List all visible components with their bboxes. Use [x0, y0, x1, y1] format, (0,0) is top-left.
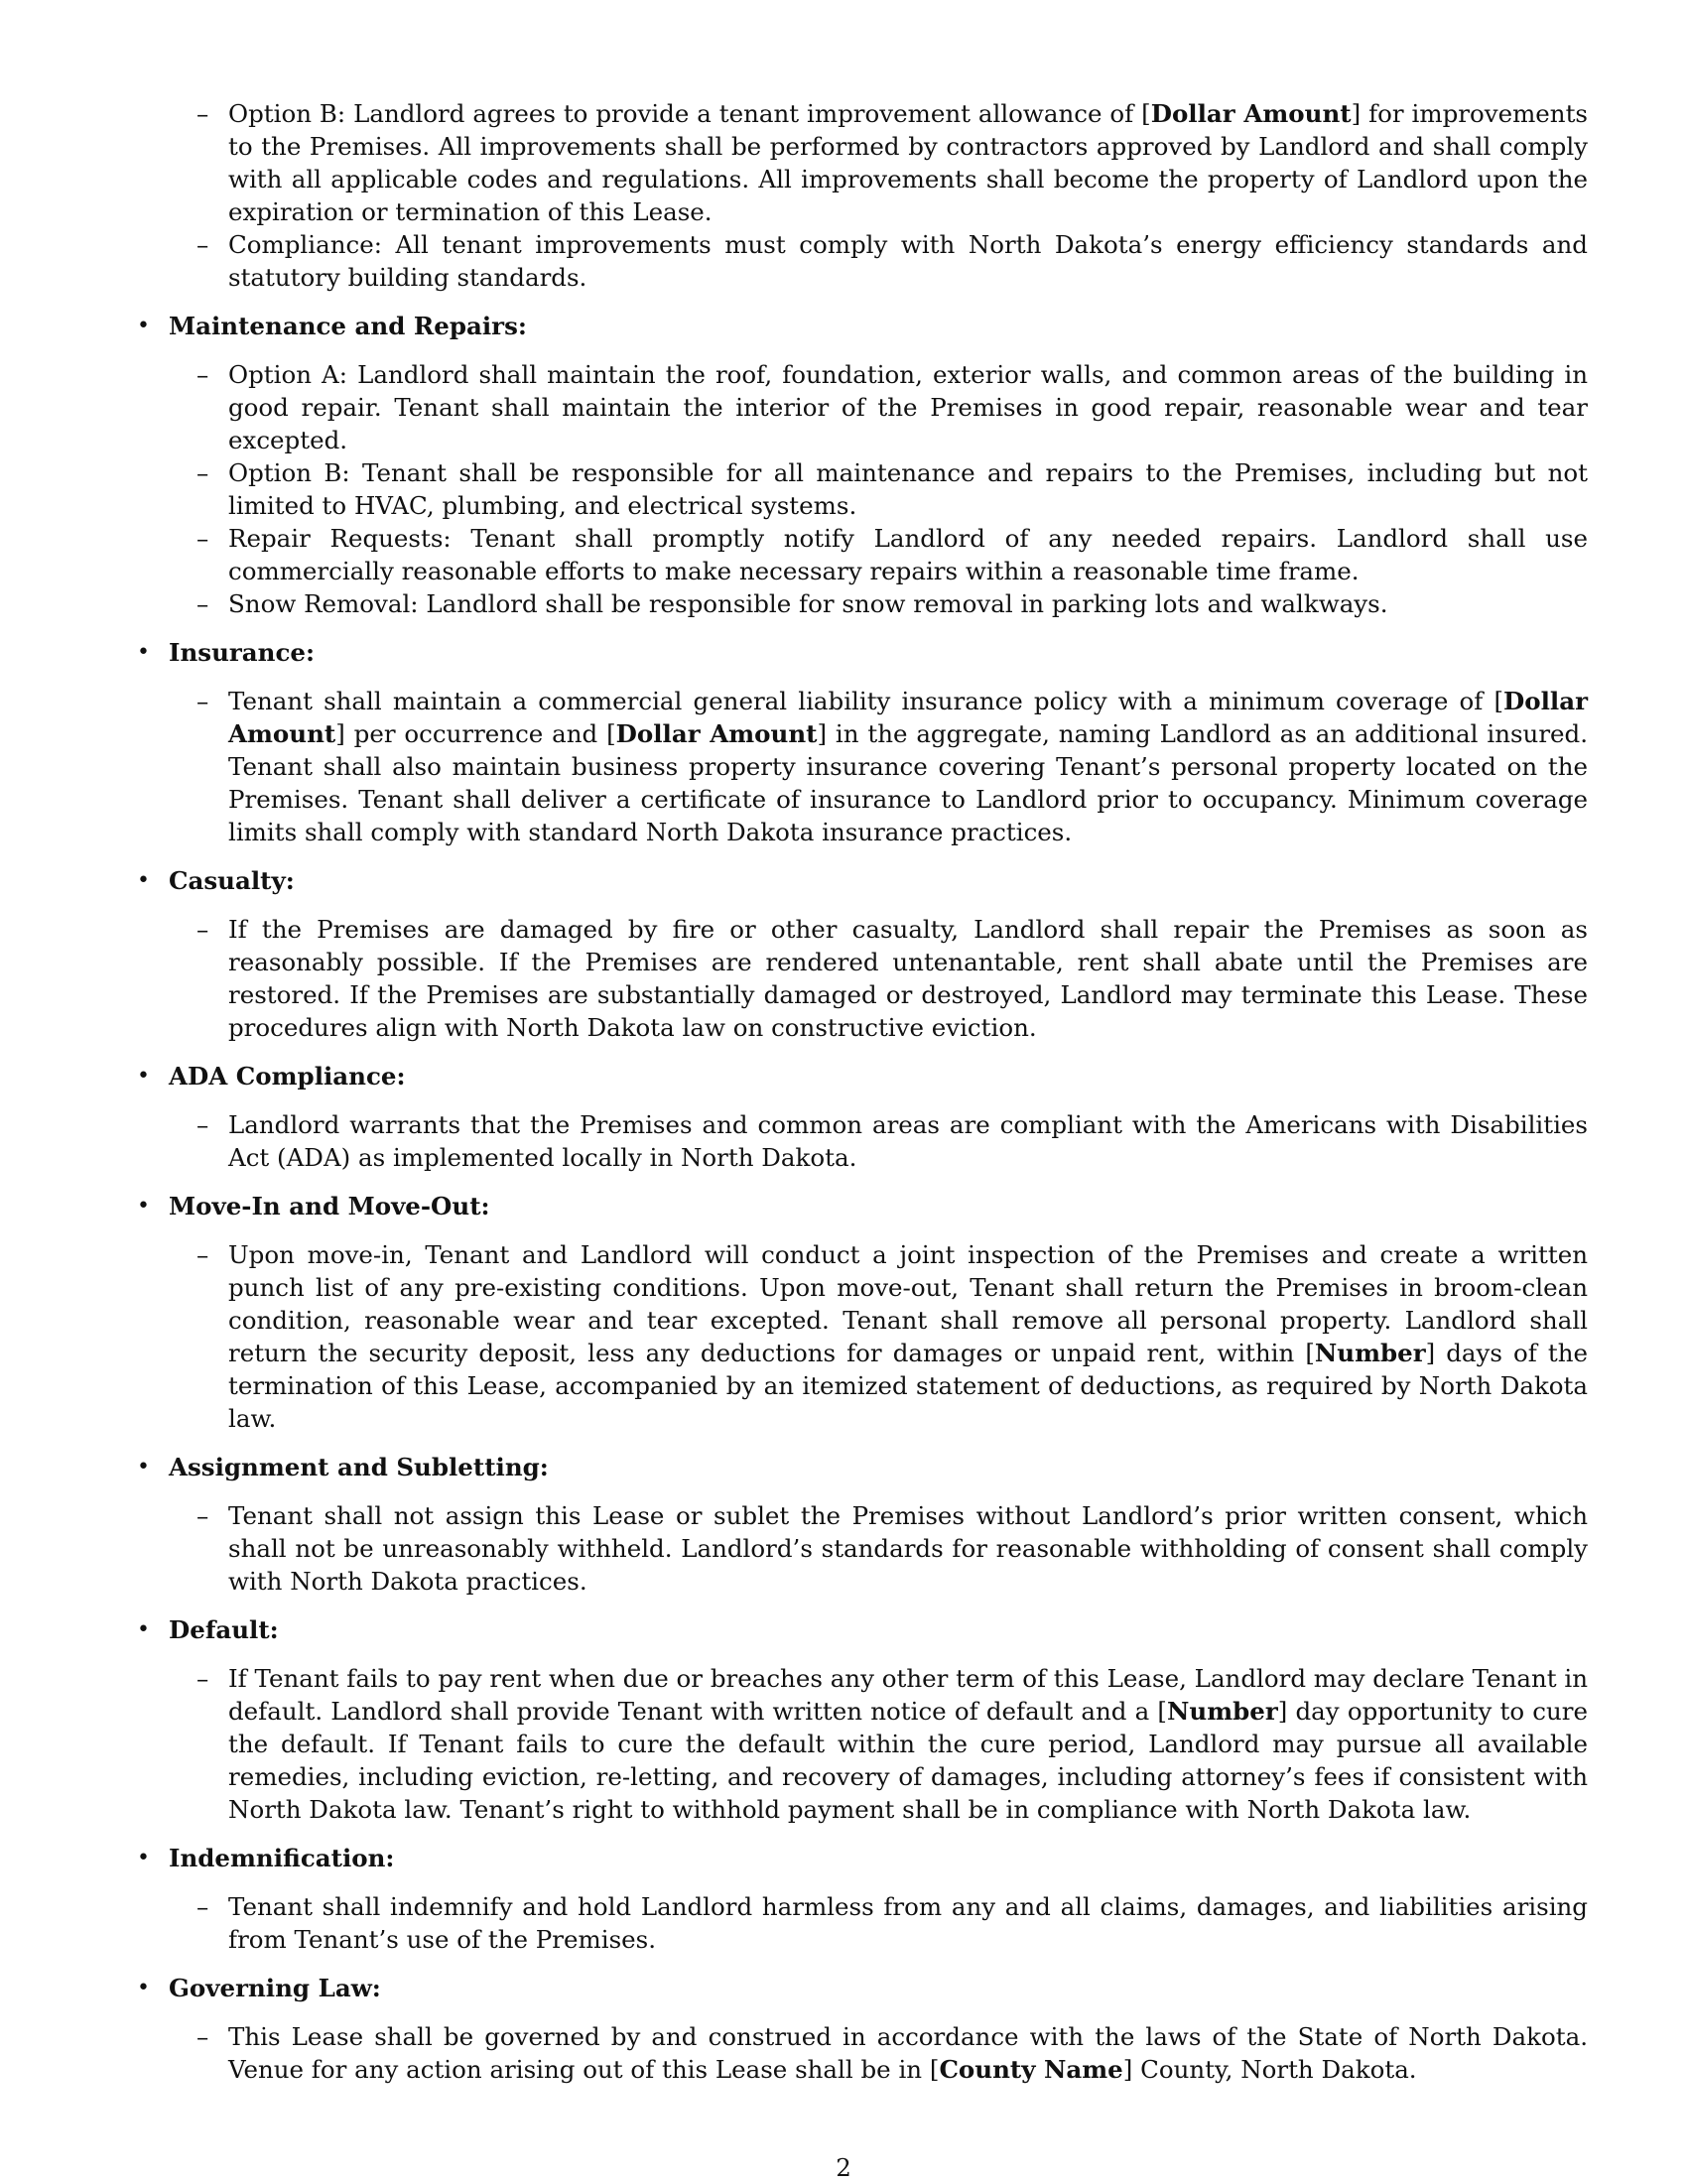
clause-text: Tenant shall not assign this Lease or sublet the Premises without Landlord’s prior written consent, which shall not be unreasonably withheld. Landlord’s standards for reasonable withholding of consent shall comply with North Dakota practices. — [228, 1501, 1588, 1596]
clause-list — [129, 913, 1588, 1044]
placeholder-field: Dollar Amount — [615, 719, 818, 748]
clause-item — [129, 587, 1588, 620]
clause-text: If the Premises are damaged by fire or other casualty, Landlord shall repair the Premises as soon as reasonably possible. If the Premises are rendered untenantable, rent shall abate until the Premises are restored. If the Premises are substantially damaged or destroyed, Landlord may terminate this Lease. These procedures align with North Dakota law on constructive eviction. — [228, 915, 1588, 1042]
clause-item — [129, 522, 1588, 587]
placeholder-field: County Name — [939, 2055, 1123, 2084]
clause-text: Tenant shall maintain a commercial general liability insurance policy with a minimum coverage of [ — [228, 687, 1504, 715]
clause-item — [129, 358, 1588, 456]
dash-marker: – — [196, 1664, 209, 1693]
section-body — [169, 1238, 1588, 1435]
dash-marker: – — [196, 1501, 209, 1530]
placeholder-field: Number — [1166, 1697, 1278, 1726]
clause-text: ] County, North Dakota. — [1122, 2055, 1417, 2084]
section-default — [129, 1613, 1588, 1826]
clause-text: ] per occurrence and [ — [335, 719, 616, 748]
clause-item — [129, 1108, 1588, 1174]
clause-text: Upon move-in, Tenant and Landlord will conduct a joint inspection of the Premises and create a written punch list of any pre-existing conditions. Upon move-out, Tenant shall return the Premises in broom-clean condition, reasonable wear and tear excepted. Tenant shall remove all personal property. Landlord shall return the security deposit, less any deductions for damages or unpaid rent, within [ — [228, 1240, 1588, 1367]
page-number: 2 — [836, 2153, 851, 2182]
section-body — [169, 1890, 1588, 1956]
section-body — [169, 2020, 1588, 2086]
clause-item — [129, 2020, 1588, 2086]
dash-marker: – — [196, 687, 209, 715]
clause-text: ] days of the termination of this Lease, accompanied by an itemized statement of deductions, as required by North Dakota law. — [228, 1339, 1588, 1433]
dash-marker: – — [196, 915, 209, 944]
section-maintenance-and-repairs — [129, 310, 1588, 620]
clause-text: Tenant shall indemnify and hold Landlord harmless from any and all claims, damages, and liabilities arising from Tenant’s use of the Premises. — [228, 1892, 1588, 1954]
bullet-marker: • — [137, 314, 150, 338]
section-body — [169, 1499, 1588, 1598]
section-heading: Insurance: — [169, 638, 316, 667]
section-heading: ADA Compliance: — [169, 1062, 406, 1091]
section-heading: Assignment and Subletting: — [169, 1453, 549, 1481]
bullet-marker: • — [137, 868, 150, 893]
clause-text: Option B: Tenant shall be responsible for all maintenance and repairs to the Premises, including but not limited to HVAC, plumbing, and electrical systems. — [228, 458, 1588, 520]
bullet-marker: • — [137, 1455, 150, 1479]
clause-item — [129, 685, 1588, 848]
clause-text: ] day opportunity to cure the default. If Tenant fails to cure the default within the cure period, Landlord may pursue all available remedies, including eviction, re-letting, and recovery of damages, including attorney’s fees if consistent with North Dakota law. Tenant’s right to withhold payment shall be in compliance with North Dakota law. — [228, 1697, 1588, 1824]
section-body — [169, 685, 1588, 848]
continued-item — [129, 97, 1588, 228]
clause-list — [129, 2020, 1588, 2086]
dash-marker: – — [196, 2022, 209, 2051]
clause-text: ] in the aggregate, naming Landlord as an additional insured. Tenant shall also maintain business property insurance covering Tenant’s personal property located on the Premises. Tenant shall deliver a certificate of insurance to Landlord prior to occupancy. Minimum coverage limits shall comply with standard North Dakota insurance practices. — [228, 719, 1589, 846]
clause-list — [129, 358, 1588, 620]
clause-item — [129, 1499, 1588, 1598]
bullet-marker: • — [137, 640, 150, 665]
bullet-marker: • — [137, 1617, 150, 1642]
bullet-marker: • — [137, 1194, 150, 1219]
clause-item — [129, 456, 1588, 522]
section-body — [169, 1662, 1588, 1826]
dash-marker: – — [196, 230, 209, 259]
dash-marker: – — [196, 1892, 209, 1921]
clause-text: Compliance: All tenant improvements must comply with North Dakota’s energy efficiency standards and statutory building standards. — [228, 230, 1588, 292]
placeholder-field: Number — [1314, 1339, 1426, 1367]
section-casualty — [129, 864, 1588, 1044]
clause-text: This Lease shall be governed by and construed in accordance with the laws of the State of North Dakota. Venue for any action arising out of this Lease shall be in [ — [228, 2022, 1588, 2084]
clause-list — [129, 1499, 1588, 1598]
clause-text: Option B: Landlord agrees to provide a tenant improvement allowance of [ — [228, 99, 1151, 128]
bullet-marker: • — [137, 1846, 150, 1870]
section-ada-compliance — [129, 1060, 1588, 1174]
continued-item — [129, 228, 1588, 294]
section-body — [169, 358, 1588, 620]
section-assignment-and-subletting — [129, 1451, 1588, 1598]
dash-marker: – — [196, 360, 209, 389]
clause-item — [129, 913, 1588, 1044]
section-body — [169, 1108, 1588, 1174]
dash-marker: – — [196, 1110, 209, 1139]
section-heading: Governing Law: — [169, 1974, 381, 2002]
section-heading: Default: — [169, 1615, 279, 1644]
continued-sub-list — [129, 97, 1588, 294]
lease-content — [129, 97, 1588, 2086]
clause-text: ] for improvements to the Premises. All improvements shall be performed by contractors approved by Landlord and shall comply with all applicable codes and regulations. All improvements shall become the property of Landlord upon the expiration or termination of this Lease. — [228, 99, 1589, 226]
clause-text: Snow Removal: Landlord shall be responsible for snow removal in parking lots and walkways. — [228, 589, 1388, 618]
clause-list — [129, 1238, 1588, 1435]
dash-marker: – — [196, 589, 209, 618]
clause-text: Option A: Landlord shall maintain the roof, foundation, exterior walls, and common areas of the building in good repair. Tenant shall maintain the interior of the Premises in good repair, reasonable wear and tear excepted. — [228, 360, 1588, 454]
dash-marker: – — [196, 458, 209, 487]
clause-list — [129, 685, 1588, 848]
dash-marker: – — [196, 99, 209, 128]
clause-list — [129, 1662, 1588, 1826]
section-move-in-and-move-out — [129, 1190, 1588, 1435]
section-heading: Maintenance and Repairs: — [169, 312, 527, 340]
sections-list — [129, 310, 1588, 2086]
placeholder-field: Dollar Amount — [1150, 99, 1352, 128]
clause-text: Landlord warrants that the Premises and common areas are compliant with the Americans with Disabilities Act (ADA) as implemented locally in North Dakota. — [228, 1110, 1588, 1172]
section-body — [169, 913, 1588, 1044]
clause-text: Repair Requests: Tenant shall promptly notify Landlord of any needed repairs. Landlord shall use commercially reasonable efforts to make necessary repairs within a reasonable time frame. — [228, 524, 1588, 585]
section-indemnification — [129, 1842, 1588, 1956]
section-insurance — [129, 636, 1588, 848]
placeholder-field: Dollar Amount — [228, 687, 1588, 748]
clause-list — [129, 1108, 1588, 1174]
section-heading: Indemnification: — [169, 1844, 395, 1872]
bullet-marker: • — [137, 1064, 150, 1089]
dash-marker: – — [196, 524, 209, 553]
clause-item — [129, 1890, 1588, 1956]
clause-list — [129, 1890, 1588, 1956]
section-heading: Casualty: — [169, 866, 295, 895]
clause-item — [129, 1238, 1588, 1435]
bullet-marker: • — [137, 1976, 150, 2000]
clause-text: If Tenant fails to pay rent when due or breaches any other term of this Lease, Landlord may declare Tenant in default. Landlord shall provide Tenant with written notice of default and a [ — [228, 1664, 1588, 1726]
section-heading: Move-In and Move-Out: — [169, 1192, 490, 1220]
section-governing-law — [129, 1972, 1588, 2086]
clause-item — [129, 1662, 1588, 1826]
dash-marker: – — [196, 1240, 209, 1269]
